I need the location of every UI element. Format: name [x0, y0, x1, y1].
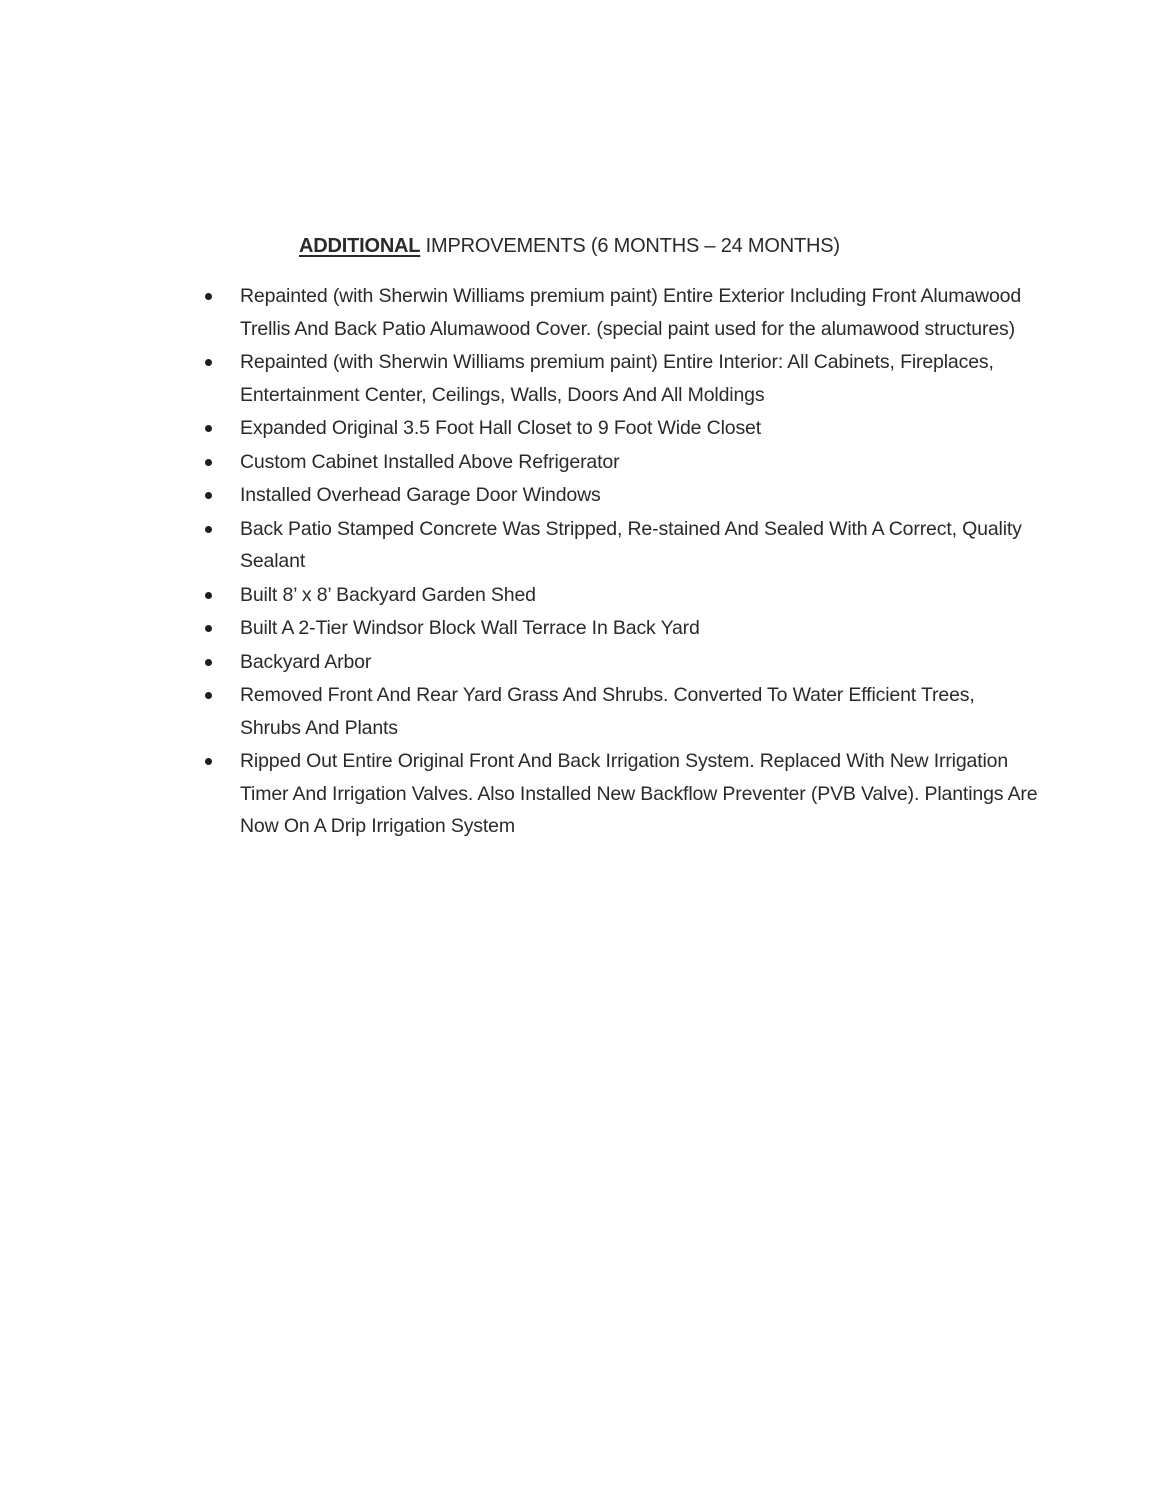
- list-item-text: Repainted (with Sherwin Williams premium paint) Entire Exterior Including Front Alumawood Trellis And Back Patio Alumawood Cover. (special paint used for the alumawood structures): [240, 285, 1022, 340]
- list-item: [200, 346, 1040, 411]
- list-item: [200, 612, 1040, 645]
- bullet-icon: [205, 293, 212, 300]
- list-item: [200, 579, 1040, 612]
- list-item-text: Installed Overhead Garage Door Windows: [240, 484, 601, 506]
- list-item-text: Back Patio Stamped Concrete Was Stripped, Re-stained And Sealed With A Correct, Quality Sealant: [240, 517, 1022, 572]
- bullet-icon: [205, 758, 212, 765]
- list-item: [200, 513, 1040, 578]
- bullet-icon: [205, 526, 212, 533]
- bullet-icon: [205, 625, 212, 632]
- list-item-text: Removed Front And Rear Yard Grass And Shrubs. Converted To Water Efficient Trees, Shrubs And Plants: [240, 684, 975, 739]
- list-item: [200, 479, 1040, 512]
- bullet-icon: [205, 692, 212, 699]
- list-item: [200, 679, 1040, 744]
- page-heading: [299, 232, 840, 260]
- bullet-icon: [205, 492, 212, 499]
- list-item-text: Built A 2-Tier Windsor Block Wall Terrace In Back Yard: [240, 617, 700, 639]
- list-item-text: Backyard Arbor: [240, 650, 372, 673]
- list-item: [200, 446, 1040, 479]
- bullet-icon: [205, 359, 212, 366]
- bullet-icon: [205, 425, 212, 432]
- list-item-text: Custom Cabinet Installed Above Refrigerator: [240, 450, 620, 473]
- bullet-icon: [205, 459, 212, 466]
- improvements-list: [200, 280, 1040, 844]
- list-item: [200, 745, 1040, 843]
- list-item: [200, 280, 1040, 345]
- list-item: [200, 412, 1040, 445]
- list-item-text: Ripped Out Entire Original Front And Back Irrigation System. Replaced With New Irrigation Timer And Irrigation Valves. Also Installed New Backflow Preventer (PVB Valve). Plantings Are Now On A Drip Irrigation System: [240, 750, 1038, 837]
- list-item-text: Built 8’ x 8’ Backyard Garden Shed: [240, 583, 536, 606]
- list-item: [200, 646, 1040, 679]
- bullet-icon: [205, 592, 212, 599]
- bullet-icon: [205, 659, 212, 666]
- list-item-text: Expanded Original 3.5 Foot Hall Closet to 9 Foot Wide Closet: [240, 417, 762, 439]
- list-item-text: Repainted (with Sherwin Williams premium paint) Entire Interior: All Cabinets, Fireplaces, Entertainment Center, Ceilings, Walls, Doors And All Moldings: [240, 351, 994, 406]
- heading-emphasis: ADDITIONAL: [299, 235, 421, 257]
- heading-text: IMPROVEMENTS (6 MONTHS – 24 MONTHS): [420, 235, 840, 257]
